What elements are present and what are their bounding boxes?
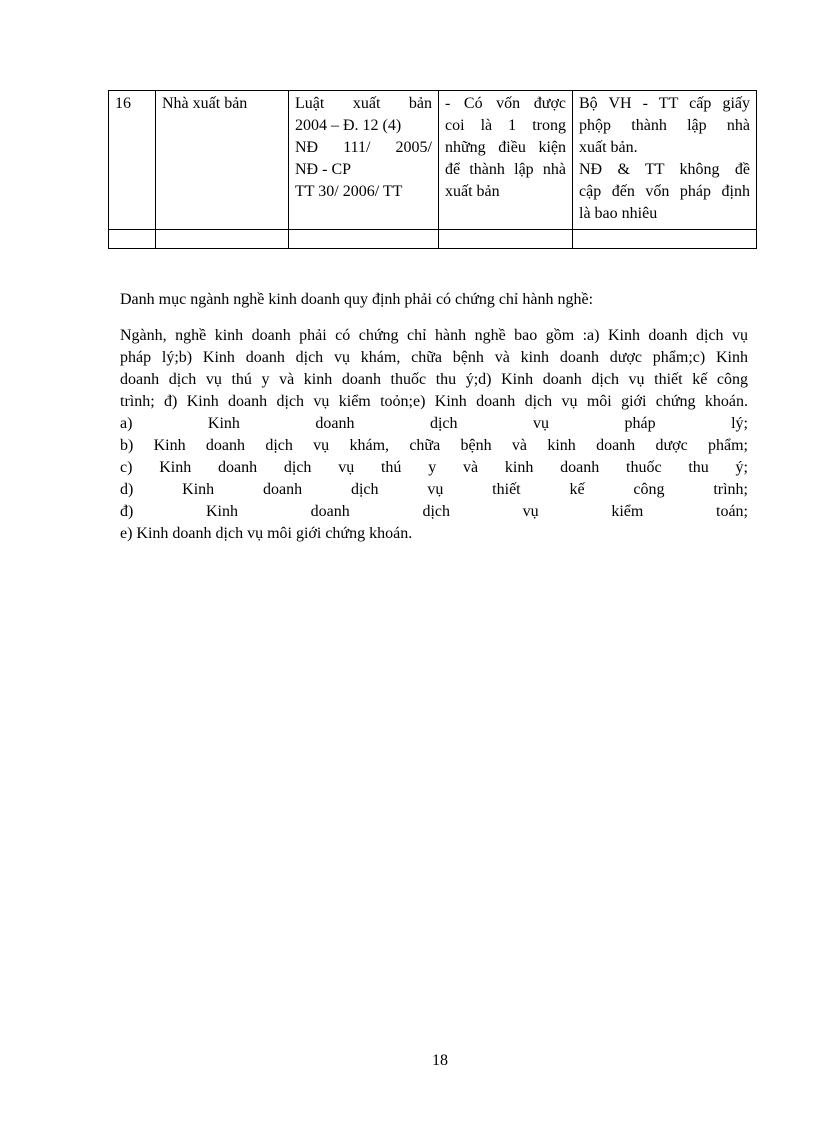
- note-line: xuất bản.: [579, 139, 638, 156]
- paragraph-line: trình; đ) Kinh doanh dịch vụ kiểm toỏn;e) Kinh doanh dịch vụ môi giới chứng khoán.: [120, 393, 748, 410]
- paragraph-line: Ngành, nghề kinh doanh phải có chứng chỉ hành nghề bao gồm :a) Kinh doanh dịch vụ: [120, 327, 748, 344]
- paragraph-line: doanh dịch vụ thú y và kinh doanh thuốc thu ý;d) Kinh doanh dịch vụ thiết kế công: [120, 371, 748, 388]
- business-name-cell: [156, 91, 289, 230]
- note-line: Bộ VH - TT cấp giấy: [579, 95, 750, 112]
- legal-basis-line: NĐ 111/ 2005/: [295, 139, 432, 156]
- empty-cell: [439, 230, 573, 249]
- row-number-cell: [109, 91, 156, 230]
- note-line: phộp thành lập nhà: [579, 117, 750, 134]
- paragraph-line: d) Kinh doanh dịch vụ thiết kế công trình;: [120, 481, 748, 498]
- licensed-business-paragraph: [120, 325, 748, 545]
- empty-cell: [289, 230, 439, 249]
- condition-line: - Có vốn được: [445, 95, 566, 112]
- empty-cell: [109, 230, 156, 249]
- paragraph-line: c) Kinh doanh dịch vụ thú y và kinh doanh thuốc thu ý;: [120, 459, 748, 476]
- business-conditions-table: [108, 90, 757, 249]
- note-line: NĐ & TT không đề: [579, 161, 750, 178]
- table-row: [109, 91, 757, 230]
- paragraph-line: a) Kinh doanh dịch vụ pháp lý;: [120, 415, 748, 432]
- empty-cell: [156, 230, 289, 249]
- business-name: Nhà xuất bản: [162, 95, 248, 112]
- row-number: 16: [115, 95, 131, 112]
- legal-basis-line: 2004 – Đ. 12 (4): [295, 117, 402, 134]
- section-heading: Danh mục ngành nghề kinh doanh quy định phải có chứng chỉ hành nghề:: [120, 291, 594, 308]
- note-line: cập đến vốn pháp định: [579, 183, 750, 200]
- paragraph-line: pháp lý;b) Kinh doanh dịch vụ khám, chữa bệnh và kinh doanh dược phẩm;c) Kinh: [120, 349, 748, 366]
- empty-cell: [573, 230, 757, 249]
- legal-basis-line: NĐ - CP: [295, 161, 352, 178]
- paragraph-line: b) Kinh doanh dịch vụ khám, chữa bệnh và kinh doanh dược phẩm;: [120, 437, 748, 454]
- legal-basis-line: Luật xuất bản: [295, 95, 432, 112]
- page-number: 18: [432, 1052, 448, 1069]
- condition-cell: [439, 91, 573, 230]
- paragraph-line: e) Kinh doanh dịch vụ môi giới chứng khoán.: [120, 525, 413, 542]
- legal-basis-line: TT 30/ 2006/ TT: [295, 183, 403, 200]
- condition-line: những điều kiện: [445, 139, 566, 156]
- condition-line: để thành lập nhà: [445, 161, 566, 178]
- condition-line: xuất bản: [445, 183, 500, 200]
- paragraph-line: đ) Kinh doanh dịch vụ kiểm toán;: [120, 503, 748, 520]
- legal-basis-cell: [289, 91, 439, 230]
- empty-table-row: [109, 230, 757, 249]
- note-line: là bao nhiêu: [579, 205, 658, 222]
- condition-line: coi là 1 trong: [445, 117, 566, 134]
- note-cell: [573, 91, 757, 230]
